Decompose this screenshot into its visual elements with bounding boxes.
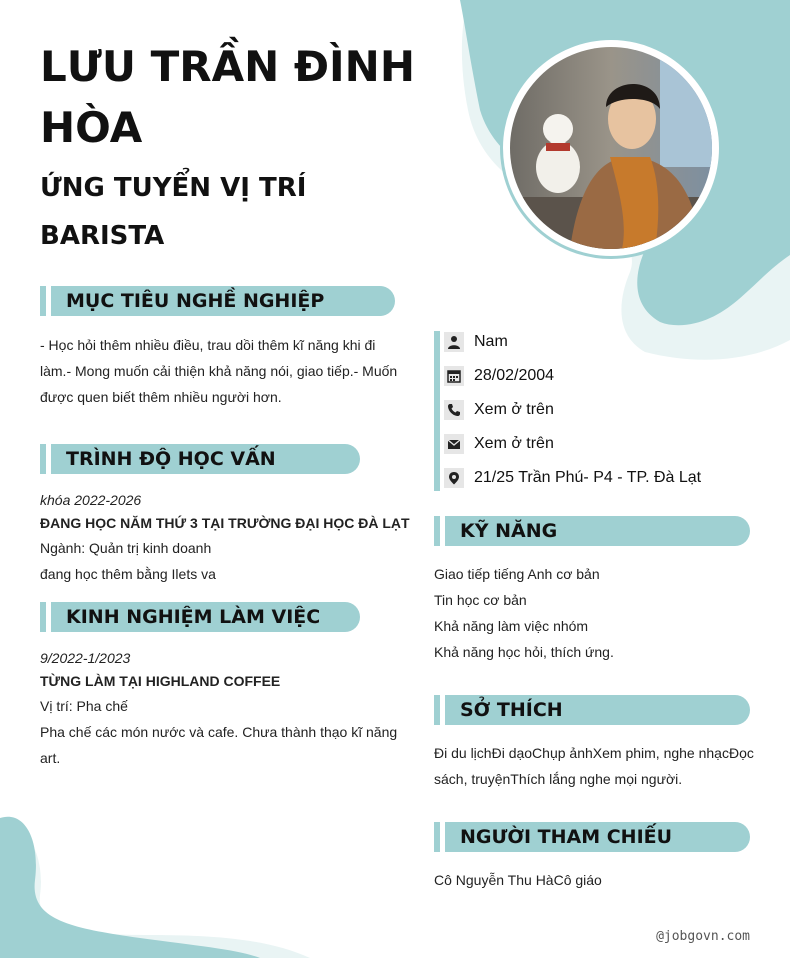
list-item: Khả năng học hỏi, thích ứng. — [434, 644, 614, 660]
section-title: MỤC TIÊU NGHỀ NGHIỆP — [51, 286, 395, 316]
education-major: Ngành: Quản trị kinh doanh — [40, 540, 212, 556]
experience-company: TỪNG LÀM TẠI HIGHLAND COFFEE — [40, 673, 281, 689]
section-title: KỸ NĂNG — [445, 516, 750, 546]
phone-icon — [444, 400, 464, 420]
hobbies-text: Đi du lịchĐi dạoChụp ảnhXem phim, nghe nhạcĐọc sách, truyệnThích lắng nghe mọi người. — [434, 745, 754, 787]
contact-address — [444, 467, 701, 489]
contact-address-text: 21/25 Trần Phú- P4 - TP. Đà Lạt — [474, 469, 702, 486]
education-school: ĐANG HỌC NĂM THỨ 3 TẠI TRƯỜNG ĐẠI HỌC ĐÀ LẠT — [40, 515, 410, 531]
email-icon — [444, 434, 464, 454]
location-icon — [444, 468, 464, 488]
section-title: TRÌNH ĐỘ HỌC VẤN — [51, 444, 360, 474]
section-title: NGƯỜI THAM CHIẾU — [445, 822, 750, 852]
skills-list — [434, 561, 750, 665]
section-header-hobbies — [434, 695, 750, 725]
section-header-experience — [40, 602, 360, 632]
candidate-name: LƯU TRẦN ĐÌNH HÒA — [40, 42, 415, 152]
calendar-icon — [444, 366, 464, 386]
experience-role: Vị trí: Pha chế — [40, 698, 128, 714]
section-header-references — [434, 822, 750, 852]
experience-description: Pha chế các món nước và cafe. Chưa thành thạo kĩ năng art. — [40, 724, 398, 766]
contact-gender-text: Nam — [474, 333, 508, 350]
contact-phone — [444, 399, 554, 421]
section-header-education — [40, 444, 360, 474]
contact-birthday — [444, 365, 554, 387]
contact-birthday-text: 28/02/2004 — [474, 367, 555, 384]
list-item: Khả năng làm việc nhóm — [434, 618, 589, 634]
list-item: Giao tiếp tiếng Anh cơ bản — [434, 566, 600, 582]
contact-email-text: Xem ở trên — [474, 435, 554, 452]
contact-gender — [444, 331, 508, 353]
decorative-blob-bottom — [0, 810, 330, 958]
person-icon — [444, 332, 464, 352]
contact-email — [444, 433, 554, 455]
list-item: Tin học cơ bản — [434, 592, 527, 608]
applied-position: ỨNG TUYỂN VỊ TRÍ BARISTA — [40, 173, 307, 251]
objective-text: - Học hỏi thêm nhiều điều, trau dồi thêm kĩ năng khi đi làm.- Mong muốn cải thiện khả năng nói, giao tiếp.- Muốn được quen biết thêm nhiều người hơn. — [40, 337, 398, 405]
section-title: SỞ THÍCH — [445, 695, 750, 725]
education-note: đang học thêm bằng Ilets va — [40, 566, 216, 582]
education-period: khóa 2022-2026 — [40, 492, 142, 508]
section-title: KINH NGHIỆM LÀM VIỆC — [51, 602, 360, 632]
contact-phone-text: Xem ở trên — [474, 401, 554, 418]
avatar-photo — [510, 47, 712, 249]
references-text: Cô Nguyễn Thu HàCô giáo — [434, 872, 602, 888]
section-header-skills — [434, 516, 750, 546]
experience-period: 9/2022-1/2023 — [40, 650, 131, 666]
contact-accent-bar — [434, 331, 440, 491]
watermark: @jobgovn.com — [656, 929, 750, 944]
section-header-objective — [40, 286, 395, 316]
